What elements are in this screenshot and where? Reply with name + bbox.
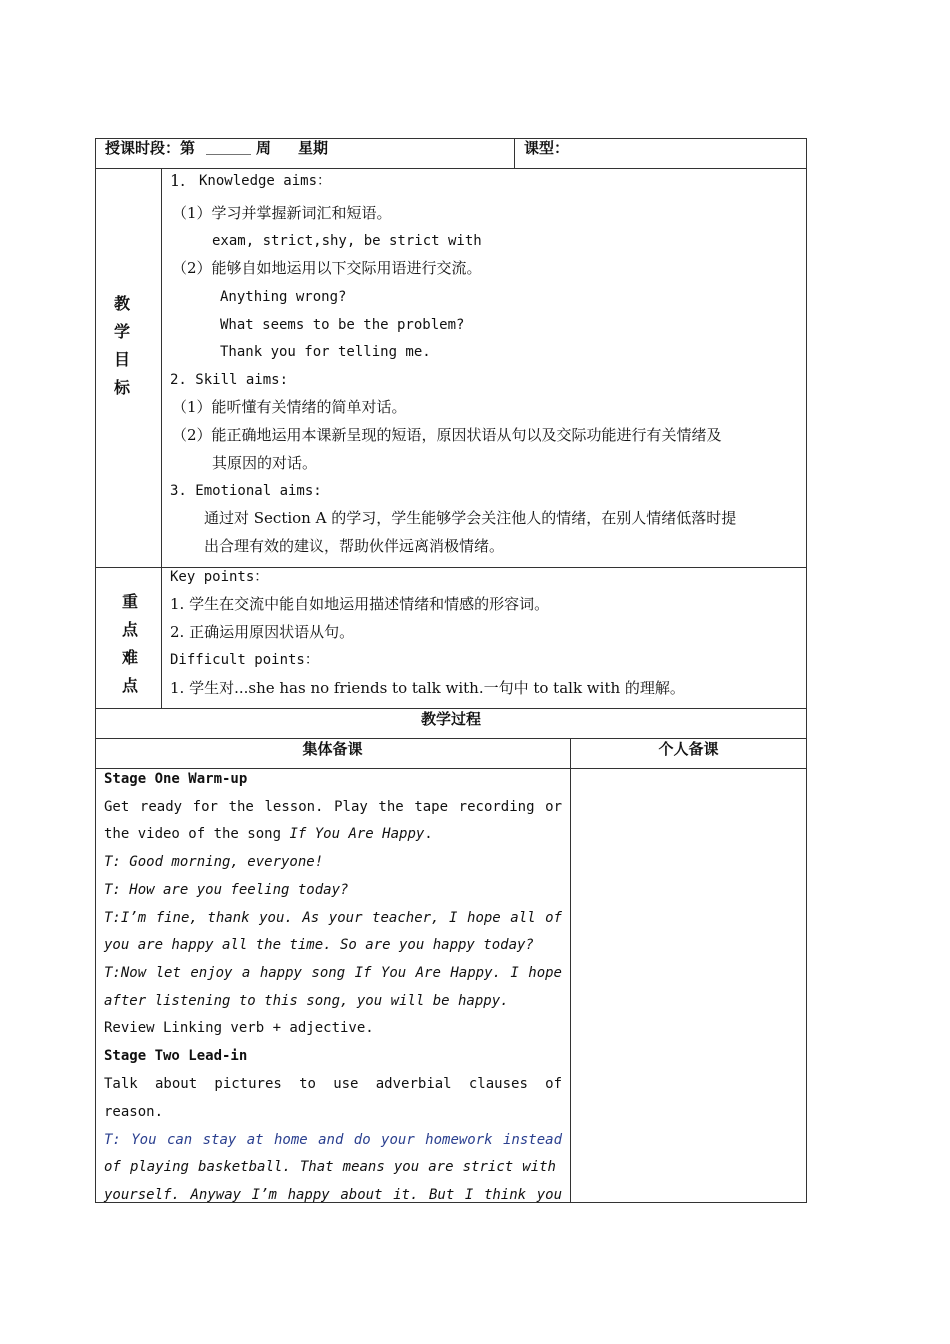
week-blank: ______ <box>206 137 251 155</box>
side-char: 标 <box>113 378 130 397</box>
side-char: 目 <box>113 350 130 369</box>
week-label: 周 <box>256 139 272 157</box>
knowledge-item-2: （2）能够自如地运用以下交际用语进行交流。 <box>172 259 482 277</box>
column-divider <box>514 138 515 168</box>
side-char: 学 <box>113 322 130 341</box>
dialogue-line: T: How are you feeling today? <box>104 882 349 898</box>
column-divider <box>570 738 571 1203</box>
dialogue-line: after listening to this song, you will be happy. <box>104 993 509 1009</box>
knowledge-words: exam, strict,shy, be strict with <box>212 233 482 249</box>
content-line: Talk about pictures to use adverbial clauses of <box>104 1076 562 1092</box>
column-divider <box>161 168 162 708</box>
dialogue-line: T: You can stay at home and do your homework instead <box>104 1132 562 1148</box>
side-char: 点 <box>121 620 138 639</box>
dialogue-line: yourself. Anyway I’m happy about it. But I think you <box>104 1187 562 1203</box>
dialogue-line: of playing basketball. That means you are strict with <box>104 1159 556 1175</box>
lesson-type-label: 课型： <box>524 139 570 157</box>
difficult-point-1: 1. 学生对...she has no friends to talk with.一句中 to talk with 的理解。 <box>170 679 685 697</box>
key-points-title: Key points： <box>170 569 269 585</box>
side-char: 难 <box>121 648 138 667</box>
emotional-line-1: 通过对 Section A 的学习，学生能够学会关注他人的情绪，在别人情绪低落时提 <box>204 509 737 527</box>
content-line: reason. <box>104 1104 164 1120</box>
dialogue-line: T:I’m fine, thank you. As your teacher, I hope all of <box>104 910 562 926</box>
process-title: 教学过程 <box>420 710 481 728</box>
content-line: the video of the song If You Are Happy. <box>104 826 433 842</box>
lesson-plan-table <box>95 138 807 1203</box>
row-divider <box>95 168 807 169</box>
knowledge-title: Knowledge aims： <box>199 173 332 189</box>
difficult-points-title: Difficult points： <box>170 652 319 668</box>
dialogue-line: T: Good morning, everyone! <box>104 854 324 870</box>
personal-prep-header: 个人备课 <box>658 740 719 758</box>
phrase-3: Thank you for telling me. <box>220 344 431 360</box>
dialogue-line: T:Now let enjoy a happy song If You Are Happy. I hope <box>104 965 562 981</box>
skill-item-1: （1）能听懂有关情绪的简单对话。 <box>172 398 407 416</box>
stage-one-heading: Stage One Warm-up <box>104 771 248 787</box>
knowledge-item-1: （1）学习并掌握新词汇和短语。 <box>172 204 392 222</box>
objectives-side-label <box>107 290 137 402</box>
knowledge-number: 1. <box>170 171 186 190</box>
song-title: If You Are Happy <box>289 826 425 842</box>
stage-two-heading: Stage Two Lead-in <box>104 1048 248 1064</box>
key-point-2: 2. 正确运用原因状语从句。 <box>170 623 355 641</box>
emotional-title: 3. Emotional aims: <box>170 483 322 499</box>
content-line: Review Linking verb + adjective. <box>104 1020 374 1036</box>
side-char: 点 <box>121 676 138 695</box>
dialogue-line: you are happy all the time. So are you happy today? <box>104 937 534 953</box>
skill-item-2: （2）能正确地运用本课新呈现的短语，原因状语从句以及交际功能进行有关情绪及 <box>172 426 722 444</box>
period-label: 授课时段：第 <box>105 139 196 157</box>
keypoints-side-label <box>115 588 145 700</box>
skill-item-2-cont: 其原因的对话。 <box>212 454 318 472</box>
group-prep-header: 集体备课 <box>302 740 363 758</box>
side-char: 教 <box>113 294 130 313</box>
side-char: 重 <box>121 592 138 611</box>
phrase-2: What seems to be the problem? <box>220 317 465 333</box>
key-point-1: 1. 学生在交流中能自如地运用描述情绪和情感的形容词。 <box>170 595 550 613</box>
content-line: Get ready for the lesson. Play the tape recording or <box>104 799 562 815</box>
phrase-1: Anything wrong? <box>220 289 347 305</box>
emotional-line-2: 出合理有效的建议，帮助伙伴远离消极情绪。 <box>204 537 505 555</box>
skill-title: 2. Skill aims: <box>170 372 289 388</box>
weekday-label: 星期 <box>298 139 329 157</box>
